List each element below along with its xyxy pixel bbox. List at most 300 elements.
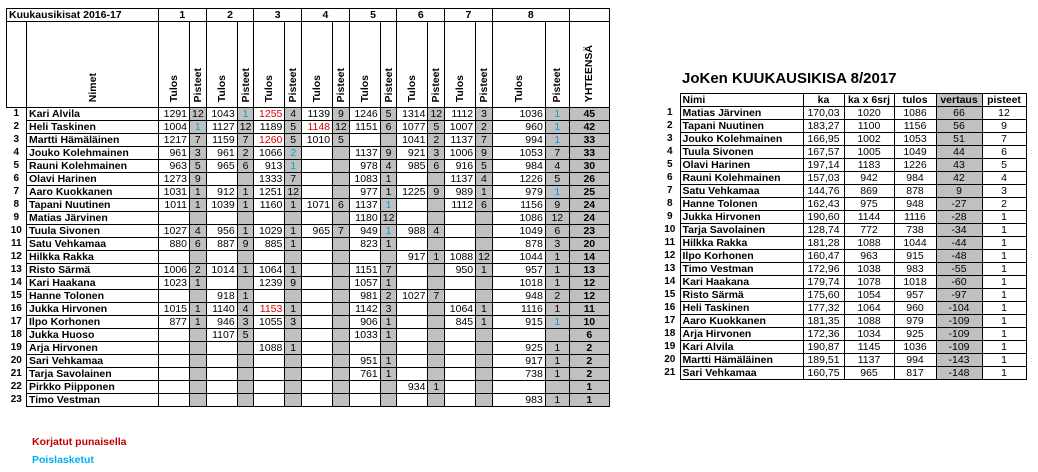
- points-cell: [333, 381, 350, 394]
- player-name: Hanne Tolonen: [27, 290, 159, 303]
- pisteet-header: [476, 22, 493, 108]
- score-cell: [302, 303, 333, 316]
- total-cell: 25: [569, 186, 609, 199]
- table-row: [7, 381, 610, 394]
- points-cell: [190, 290, 207, 303]
- score-cell: [206, 394, 237, 407]
- points-cell: [333, 147, 350, 160]
- rank-number: 12: [10, 251, 22, 262]
- points-cell: [380, 342, 397, 355]
- player-name: Aaro Kuokkanen: [27, 186, 159, 199]
- points-cell: 1: [982, 211, 1026, 224]
- score-cell: 1151: [349, 264, 380, 277]
- player-name: Tapani Nuutinen: [27, 199, 159, 212]
- total-cell: 26: [569, 173, 609, 186]
- points-cell: 1: [190, 316, 207, 329]
- points-cell: [428, 173, 445, 186]
- points-cell: 3: [190, 147, 207, 160]
- score-cell: 1112: [445, 199, 476, 212]
- average-cell: 144,76: [803, 185, 844, 198]
- points-cell: [237, 355, 254, 368]
- points-cell: [428, 303, 445, 316]
- score-cell: 887: [206, 238, 237, 251]
- score-cell: 845: [445, 316, 476, 329]
- points-cell: 1: [285, 264, 302, 277]
- rank-number: 14: [664, 276, 676, 287]
- comparison-cell: -109: [936, 315, 982, 328]
- score-cell: 925: [492, 342, 545, 355]
- points-cell: 2: [428, 134, 445, 147]
- rank-number: 23: [10, 394, 22, 405]
- score-cell: [349, 381, 380, 394]
- points-cell: [428, 264, 445, 277]
- result-cell: 960: [894, 302, 936, 315]
- score-cell: [302, 368, 333, 381]
- average-x6-cell: 1144: [844, 211, 894, 224]
- points-cell: 12: [190, 108, 207, 121]
- score-cell: [397, 238, 428, 251]
- score-cell: [302, 290, 333, 303]
- table-row: [7, 212, 610, 225]
- player-name: Tuula Sivonen: [680, 146, 803, 159]
- comparison-cell: -109: [936, 328, 982, 341]
- ka-header: ka: [803, 94, 844, 107]
- rank-number: 5: [666, 159, 673, 170]
- score-cell: 979: [492, 186, 545, 199]
- rank-number: 18: [10, 329, 22, 340]
- points-cell: [428, 316, 445, 329]
- rank-number: 16: [664, 302, 676, 313]
- average-cell: 128,74: [803, 224, 844, 237]
- comparison-cell: -34: [936, 224, 982, 237]
- round-number: 3: [254, 9, 302, 22]
- points-cell: [476, 394, 493, 407]
- points-cell: 1: [545, 264, 569, 277]
- points-cell: 1: [380, 329, 397, 342]
- score-cell: 977: [349, 186, 380, 199]
- score-cell: 1057: [349, 277, 380, 290]
- rank-number: 15: [10, 290, 22, 301]
- score-cell: 983: [492, 394, 545, 407]
- points-cell: 3: [237, 316, 254, 329]
- points-cell: 1: [237, 290, 254, 303]
- table-row: [7, 160, 610, 173]
- points-cell: [237, 342, 254, 355]
- table-row: [7, 199, 610, 212]
- points-cell: [476, 225, 493, 238]
- score-cell: 1107: [206, 329, 237, 342]
- score-cell: [302, 212, 333, 225]
- points-cell: 7: [982, 133, 1026, 146]
- total-cell: 45: [569, 108, 609, 121]
- points-cell: 2: [982, 198, 1026, 211]
- score-cell: 1189: [254, 121, 285, 134]
- rank-number: 19: [664, 341, 676, 352]
- points-cell: 1: [982, 315, 1026, 328]
- points-cell: 1: [285, 160, 302, 173]
- table-row: [660, 328, 1026, 341]
- score-cell: 1006: [445, 147, 476, 160]
- points-cell: 12: [333, 121, 350, 134]
- points-cell: 1: [982, 276, 1026, 289]
- score-cell: 1088: [254, 342, 285, 355]
- table-row: [7, 264, 610, 277]
- player-name: Heli Taskinen: [680, 302, 803, 315]
- score-cell: 1018: [492, 277, 545, 290]
- player-name: Tarja Savolainen: [27, 368, 159, 381]
- score-cell: [302, 342, 333, 355]
- points-cell: 5: [545, 173, 569, 186]
- points-cell: 1: [190, 186, 207, 199]
- score-cell: [159, 394, 190, 407]
- score-cell: 1314: [397, 108, 428, 121]
- points-cell: 1: [380, 277, 397, 290]
- score-cell: [397, 277, 428, 290]
- total-cell: 14: [569, 251, 609, 264]
- score-cell: [302, 316, 333, 329]
- points-cell: [476, 277, 493, 290]
- points-cell: [190, 394, 207, 407]
- points-cell: 4: [380, 160, 397, 173]
- table-row: [7, 238, 610, 251]
- rank-number: 18: [664, 328, 676, 339]
- points-cell: [333, 303, 350, 316]
- table-row: [660, 250, 1026, 263]
- table-row: [660, 354, 1026, 367]
- points-cell: 6: [333, 199, 350, 212]
- points-cell: 1: [476, 186, 493, 199]
- points-cell: 1: [982, 224, 1026, 237]
- points-cell: 9: [476, 147, 493, 160]
- names-header: [27, 22, 159, 108]
- table-row: [660, 211, 1026, 224]
- score-cell: 906: [349, 316, 380, 329]
- score-cell: [397, 212, 428, 225]
- rank-number: 7: [13, 186, 20, 197]
- pisteet-header-text: Pisteet: [287, 67, 300, 102]
- score-cell: [302, 264, 333, 277]
- points-cell: [333, 368, 350, 381]
- score-cell: [445, 342, 476, 355]
- points-cell: [333, 277, 350, 290]
- points-cell: [380, 251, 397, 264]
- score-cell: 994: [492, 134, 545, 147]
- points-cell: [476, 368, 493, 381]
- score-cell: 1137: [349, 199, 380, 212]
- score-cell: 1006: [159, 264, 190, 277]
- points-cell: 2: [190, 264, 207, 277]
- score-cell: 1260: [254, 134, 285, 147]
- total-cell: 30: [569, 160, 609, 173]
- points-cell: 9: [333, 108, 350, 121]
- tulos-header-text: Tulos: [454, 74, 467, 102]
- points-cell: 1: [380, 316, 397, 329]
- score-cell: 1151: [349, 121, 380, 134]
- player-name: Sari Vehkamaa: [27, 355, 159, 368]
- points-cell: 7: [545, 147, 569, 160]
- player-name: Tapani Nuutinen: [680, 120, 803, 133]
- table-row: [7, 108, 610, 121]
- points-cell: [190, 381, 207, 394]
- rank-header-blank: [7, 22, 27, 108]
- table-row: [7, 303, 610, 316]
- rank-number: 20: [664, 354, 676, 365]
- player-name: Rauni Kolehmainen: [680, 172, 803, 185]
- points-cell: [380, 134, 397, 147]
- player-name: Matias Järvinen: [27, 212, 159, 225]
- player-name: Satu Vehkamaa: [27, 238, 159, 251]
- comparison-cell: -109: [936, 341, 982, 354]
- score-cell: 880: [159, 238, 190, 251]
- player-name: Kari Haakana: [680, 276, 803, 289]
- score-cell: 1137: [445, 134, 476, 147]
- points-cell: 5: [190, 160, 207, 173]
- table-row: [7, 186, 610, 199]
- points-cell: [333, 173, 350, 186]
- score-cell: [445, 290, 476, 303]
- points-cell: 5: [982, 159, 1026, 172]
- score-cell: [492, 381, 545, 394]
- table-row: [660, 263, 1026, 276]
- rank-number: 21: [664, 367, 676, 378]
- points-cell: [428, 355, 445, 368]
- result-cell: 983: [894, 263, 936, 276]
- round-number: 5: [349, 9, 397, 22]
- score-cell: [445, 238, 476, 251]
- table-title: Kuukausikisat 2016-17: [7, 9, 159, 22]
- score-cell: 1049: [492, 225, 545, 238]
- average-cell: 181,28: [803, 237, 844, 250]
- points-cell: [476, 355, 493, 368]
- rank-number: 14: [10, 277, 22, 288]
- player-name: Jukka Huoso: [27, 329, 159, 342]
- points-cell: [333, 186, 350, 199]
- total-cell: 24: [569, 212, 609, 225]
- points-cell: [476, 342, 493, 355]
- points-cell: 4: [428, 225, 445, 238]
- score-cell: 1139: [302, 108, 333, 121]
- points-cell: 1: [476, 264, 493, 277]
- rank-number: 5: [13, 160, 20, 171]
- score-cell: 1036: [492, 108, 545, 121]
- score-cell: [445, 381, 476, 394]
- points-cell: 12: [285, 186, 302, 199]
- round-number: 4: [302, 9, 350, 22]
- monthly-competition-title: JoKen KUUKAUSIKISA 8/2017: [682, 70, 897, 87]
- total-cell: 12: [569, 277, 609, 290]
- points-cell: [190, 251, 207, 264]
- points-cell: 6: [428, 160, 445, 173]
- score-cell: 1086: [492, 212, 545, 225]
- score-cell: [397, 355, 428, 368]
- points-cell: 2: [545, 290, 569, 303]
- total-header-spacer: [569, 9, 609, 22]
- table-row: [7, 173, 610, 186]
- result-cell: 948: [894, 198, 936, 211]
- points-cell: [285, 355, 302, 368]
- score-cell: 1153: [254, 303, 285, 316]
- tulos-header-text: Tulos: [168, 74, 180, 102]
- average-x6-cell: 1183: [844, 159, 894, 172]
- total-cell: 24: [569, 199, 609, 212]
- pisteet-header: [237, 22, 254, 108]
- points-cell: 1: [285, 199, 302, 212]
- score-cell: 761: [349, 368, 380, 381]
- result-cell: 1036: [894, 341, 936, 354]
- points-cell: 5: [333, 134, 350, 147]
- points-cell: [380, 381, 397, 394]
- points-cell: 7: [285, 173, 302, 186]
- rank-number: 22: [10, 381, 22, 392]
- score-cell: [397, 173, 428, 186]
- points-cell: 12: [380, 212, 397, 225]
- points-cell: 3: [380, 303, 397, 316]
- points-cell: 1: [545, 186, 569, 199]
- comparison-cell: -55: [936, 263, 982, 276]
- points-cell: [476, 238, 493, 251]
- points-cell: [545, 329, 569, 342]
- rank-number: 11: [10, 238, 22, 249]
- rank-number: 2: [13, 121, 20, 132]
- points-cell: 1: [545, 342, 569, 355]
- score-cell: [206, 368, 237, 381]
- points-cell: [237, 368, 254, 381]
- points-cell: 1: [428, 381, 445, 394]
- average-cell: 190,87: [803, 341, 844, 354]
- score-cell: 1180: [349, 212, 380, 225]
- comparison-cell: 44: [936, 146, 982, 159]
- average-x6-cell: 965: [844, 367, 894, 380]
- side-header-row: [660, 94, 1026, 107]
- points-cell: 1: [190, 303, 207, 316]
- total-cell: 33: [569, 134, 609, 147]
- table-row: [7, 394, 610, 407]
- result-cell: 1018: [894, 276, 936, 289]
- comparison-cell: -60: [936, 276, 982, 289]
- score-cell: 985: [397, 160, 428, 173]
- player-name: Satu Vehkamaa: [680, 185, 803, 198]
- rank-number: 1: [13, 108, 20, 120]
- rank-number: 3: [13, 134, 20, 145]
- points-cell: 1: [545, 303, 569, 316]
- rank-number: 10: [10, 225, 22, 236]
- score-cell: 957: [492, 264, 545, 277]
- result-cell: 984: [894, 172, 936, 185]
- score-cell: [159, 290, 190, 303]
- points-cell: [285, 251, 302, 264]
- points-cell: [333, 264, 350, 277]
- total-cell: 2: [569, 355, 609, 368]
- comparison-cell: -148: [936, 367, 982, 380]
- vertaus-header: vertaus: [936, 94, 982, 107]
- pisteet-header: [380, 22, 397, 108]
- points-cell: 1: [190, 277, 207, 290]
- round-number: 8: [492, 9, 569, 22]
- player-name: Risto Särmä: [27, 264, 159, 277]
- points-cell: 2: [380, 290, 397, 303]
- player-name: Timo Vestman: [680, 263, 803, 276]
- average-x6-cell: 1088: [844, 315, 894, 328]
- tulos-header-text: Tulos: [263, 74, 276, 102]
- points-cell: [237, 212, 254, 225]
- score-cell: 1066: [254, 147, 285, 160]
- score-cell: 989: [445, 186, 476, 199]
- points-cell: 1: [285, 225, 302, 238]
- table-row: [7, 277, 610, 290]
- player-name: Ilpo Korhonen: [680, 250, 803, 263]
- total-cell: 2: [569, 342, 609, 355]
- score-cell: 1077: [397, 121, 428, 134]
- points-cell: 1: [380, 173, 397, 186]
- score-cell: 988: [397, 225, 428, 238]
- score-cell: [302, 394, 333, 407]
- points-cell: 2: [285, 147, 302, 160]
- comparison-cell: -97: [936, 289, 982, 302]
- rank-number: 17: [10, 316, 22, 327]
- score-cell: 1156: [492, 199, 545, 212]
- rank-number: 15: [664, 289, 676, 300]
- points-cell: 1: [545, 251, 569, 264]
- points-cell: [428, 238, 445, 251]
- points-cell: 1: [428, 251, 445, 264]
- score-cell: 1044: [492, 251, 545, 264]
- table-row: [660, 159, 1026, 172]
- score-cell: [302, 173, 333, 186]
- points-cell: [285, 212, 302, 225]
- score-cell: 917: [492, 355, 545, 368]
- score-cell: [302, 238, 333, 251]
- comparison-cell: 9: [936, 185, 982, 198]
- score-cell: 1071: [302, 199, 333, 212]
- points-cell: 5: [380, 108, 397, 121]
- points-cell: 5: [285, 121, 302, 134]
- total-cell: 10: [569, 316, 609, 329]
- score-cell: 946: [206, 316, 237, 329]
- score-cell: 1225: [397, 186, 428, 199]
- average-cell: 190,60: [803, 211, 844, 224]
- points-cell: 1: [545, 134, 569, 147]
- points-cell: 6: [982, 146, 1026, 159]
- score-cell: 981: [349, 290, 380, 303]
- table-row: [660, 237, 1026, 250]
- table-row: [660, 224, 1026, 237]
- score-cell: [254, 212, 285, 225]
- pisteet-header-text: Pisteet: [191, 67, 204, 102]
- table-row: [7, 316, 610, 329]
- average-x6-cell: 1038: [844, 263, 894, 276]
- tulos-header: [445, 22, 476, 108]
- player-name: Olavi Harinen: [680, 159, 803, 172]
- points-cell: 7: [380, 264, 397, 277]
- result-cell: 1156: [894, 120, 936, 133]
- table-row: [660, 341, 1026, 354]
- table-row: [660, 276, 1026, 289]
- score-cell: [302, 277, 333, 290]
- points-cell: 2: [237, 147, 254, 160]
- player-name: Jukka Hirvonen: [680, 211, 803, 224]
- average-x6-cell: 942: [844, 172, 894, 185]
- points-cell: [237, 394, 254, 407]
- table-row: [7, 147, 610, 160]
- rank-number: 3: [666, 133, 673, 144]
- points-cell: 1: [982, 289, 1026, 302]
- average-x6-cell: 1088: [844, 237, 894, 250]
- total-header: [569, 22, 609, 108]
- average-x6-cell: 1005: [844, 146, 894, 159]
- average-cell: 160,47: [803, 250, 844, 263]
- rank-number: 19: [10, 342, 22, 353]
- tulos-header: [159, 22, 190, 108]
